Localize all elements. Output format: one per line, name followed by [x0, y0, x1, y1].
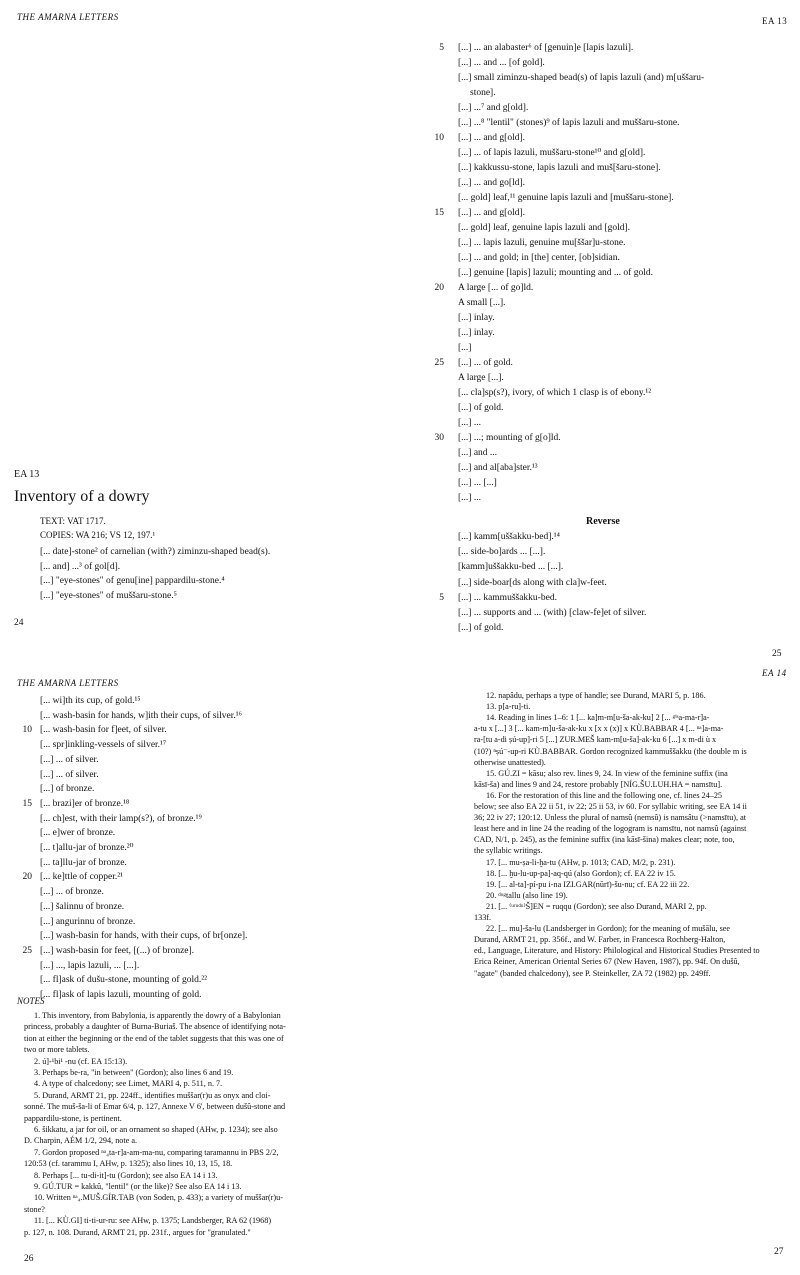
p25-line-text: [...] inlay.: [458, 313, 495, 323]
text-line: TEXT: VAT 1717.: [40, 516, 106, 526]
copies-line: COPIES: WA 216; VS 12, 197.¹: [40, 530, 156, 540]
note-line: 20. ᵈᵘᵍtallu (also line 19).: [486, 890, 568, 900]
note-line: 12. napâdu, perhaps a type of handle; see Durand, MARI 5, p. 186.: [486, 691, 706, 700]
p26-line-text: [... wash-basin for hands, w]ith their cups, of silver.¹⁶: [40, 710, 242, 721]
note-line: 6. šikkatu, a jar for oil, or an ornament so shaped (AHw, p. 1234); see also: [34, 1125, 278, 1134]
text-line: [...] "eye-stones" of genu[ine] pappardilu-stone.⁴: [40, 576, 225, 586]
note-line: 14. Reading in lines 1–6: 1 [... ka]m-m[u-ša-ak-ku] 2 [... ᵍⁱˢa-ma-r]a-: [486, 713, 710, 723]
note-line: tion at either the beginning or the end of the tablet suggests that this was one of: [24, 1033, 284, 1043]
p26-line-text: [...] wash-basin for feet, [(...) of bronze].: [40, 945, 195, 956]
p25-rev-line-text: [...] ... supports and ... (with) [claw-fe]et of silver.: [458, 608, 647, 618]
notes-heading: NOTES: [17, 996, 45, 1006]
p25-line-text: [...]: [458, 343, 472, 353]
p25-line-text: [...] ...; mounting of g[o]ld.: [458, 433, 561, 443]
p25-line-text: [... gold] leaf, genuine lapis lazuli and [gold].: [458, 223, 631, 233]
note-line: 5. Durand, ARMT 21, pp. 224ff., identifies muššar(r)u as onyx and cloi-: [34, 1090, 271, 1100]
p25-line-text: [...] ... of gold.: [458, 358, 513, 368]
note-line: 133f.: [474, 913, 492, 922]
running-head-p25: EA 13: [762, 16, 788, 26]
text-line: [...] "eye-stones" of muššaru-stone.⁵: [40, 590, 177, 601]
p25-line-text: [...] ... and g[old].: [458, 208, 526, 218]
p25-line-text: [...] of gold.: [458, 403, 504, 413]
note-line: 17. [... mu-ṣa-li-ḫa-tu (AHw, p. 1013; CAD, M/2, p. 231).: [486, 857, 676, 867]
note-line: otherwise unattested).: [474, 757, 546, 767]
p25-rev-line-text: [kamm]uššakku-bed ... [...].: [458, 562, 564, 573]
p25-line-text: [...] ...⁷ and g[old].: [458, 103, 529, 113]
p25-line-text: [...] ...: [458, 493, 481, 503]
note-line: 120:53 (cf. tarammu I, AHw, p. 1325); also lines 10, 13, 15, 18.: [24, 1159, 233, 1169]
p25-line-text: [...] and ...: [458, 448, 498, 458]
p26-line-text: [...] ..., lapis lazuli, ... [...].: [40, 960, 140, 971]
note-line: Durand, ARMT 21, pp. 356f., and W. Farber, in Francesca Rochberg-Halton,: [474, 935, 726, 945]
note-line: kāsī-ša) and lines 9 and 24, restore probably [NÍG.ŠU.LUH.HA = namsītu].: [474, 779, 723, 789]
doc-label: EA 13: [14, 469, 40, 480]
note-line: (10?) ⁿṣú⁻-up-ri KÙ.BABBAR. Gordon recognized kammuššakku (the double m is: [474, 746, 747, 756]
p26-line-text: [... wi]th its cup, of gold.¹⁵: [40, 696, 141, 706]
p25-rev-line-number: 5: [439, 592, 444, 603]
note-line: 19. [... al-ta]-pí-pu i-na IZI.GAR(nūrī)-šu-nu; cf. EA 22 iii 22.: [486, 879, 690, 889]
p25-line-text: [...] and al[aba]ster.¹³: [458, 463, 538, 473]
p25-line-text: [...] ...⁸ "lentil" (stones)⁹ of lapis lazuli and muššaru-stone.: [458, 118, 680, 128]
p26-line-number: 20: [22, 872, 32, 883]
p26-line-text: [... ta]llu-jar of bronze.: [40, 857, 127, 868]
p26-line-text: [...] of bronze.: [40, 784, 95, 795]
p25-line-text: A small [...].: [458, 298, 506, 308]
running-head-p26: THE AMARNA LETTERS: [17, 678, 119, 688]
page-number-25: 25: [772, 649, 782, 659]
note-line: two or more tablets.: [24, 1045, 90, 1055]
p26-line-text: [... t]allu-jar of bronze.²⁰: [40, 843, 134, 853]
p25-line-text: [...] small ziminzu-shaped bead(s) of lapis lazuli (and) m[uššaru-: [458, 73, 705, 83]
p25-line-text: [...] ... and go[ld].: [458, 178, 526, 188]
note-line: CAD, N/1, p. 245), as the feminine suffix (ina kāsī-šina) makes clear; note, too,: [474, 835, 735, 845]
note-line: Erica Reiner, American Oriental Series 67 (New Haven, 1987), pp. 94f. On dušû,: [474, 957, 740, 967]
text-line: [... and] ...³ of gol[d].: [40, 561, 121, 572]
note-line: the syllabic writings.: [474, 846, 543, 856]
note-line: 3. Perhaps be-ra, "in between" (Gordon); also lines 6 and 19.: [34, 1068, 234, 1077]
p26-line-text: [... fl]ask of lapis lazuli, mounting of gold.: [40, 990, 202, 1000]
note-line: p. 127, n. 108. Durand, ARMT 21, pp. 231f., argues for "granulated.": [24, 1227, 251, 1237]
note-line: 11. [... KÙ.GI] ti-ti-ur-ru: see AHw, p. 1375; Landsberger, RA 62 (1968): [34, 1216, 272, 1226]
p25-line-text: [... cla]sp(s?), ivory, of which 1 clasp is of ebony.¹²: [458, 388, 652, 398]
p25-line-text: [...] ... an alabaster⁶ of [genuin]e [lapis lazuli].: [458, 43, 634, 53]
p26-line-number: 10: [22, 725, 32, 736]
p25-line-text: A large [... of go]ld.: [458, 283, 534, 293]
note-line: 21. [... ⁽ᵘʳᵘᵈᵘ⁾Š]EN = ruqqu (Gordon); see also Durand, MARI 2, pp.: [486, 901, 707, 911]
p26-line-number: 15: [22, 798, 32, 809]
p25-rev-line-text: [...] ... kammuššakku-bed.: [458, 592, 557, 603]
running-head-p24: THE AMARNA LETTERS: [17, 12, 119, 22]
page-number-27: 27: [774, 1247, 784, 1257]
note-line: D. Charpin, AÉM 1/2, 294, note a.: [24, 1136, 138, 1146]
p25-line-text: A large [...].: [458, 373, 504, 383]
note-line: 9. GÚ.TUR = kakkû, "lentil" (or the like)? See also EA 14 i 13.: [34, 1182, 242, 1191]
p25-line-number: 10: [434, 133, 444, 143]
note-line: 18. [... ḫu-lu-up-pa]-aq-qú (also Gordon); cf. EA 22 iv 15.: [486, 868, 676, 878]
p26-line-text: [... e]wer of bronze.: [40, 828, 116, 839]
p25-line-text: [...] ... and g[old].: [458, 133, 526, 143]
note-line: 22. [... mu]-ša-lu (Landsberger in Gordon); for the meaning of mušālu, see: [486, 924, 731, 934]
note-line: a-tu x [...] 3 [... kam-m]u-ša-ak-ku x [x x (x)] x KÙ.BABBAR 4 [... ⁿᵃ]a-ma-: [474, 724, 724, 734]
note-line: 13. p[a-ru]-ti.: [486, 702, 531, 712]
note-line: below; see also EA 22 ii 51, iv 22; 25 ii 53, iv 60. For syllabic writing, see EA 14 ii: [474, 802, 747, 811]
p25-line-text: [...] ... [...]: [458, 478, 497, 488]
note-line: 8. Perhaps [... tu-di-it]-tu (Gordon); see also EA 14 i 13.: [34, 1170, 218, 1180]
note-line: sonné. The muš-ša-li of Emar 6/4, p. 127, Annexe V 6', between dušû-stone and: [24, 1102, 286, 1112]
p26-line-text: [...] ... of silver.: [40, 754, 99, 765]
p25-line-number: 5: [439, 43, 444, 53]
p26-line-text: [... spr]inkling-vessels of silver.¹⁷: [40, 740, 167, 751]
p25-rev-line-text: [...] kamm[uššakku-bed].¹⁴: [458, 532, 560, 542]
p25-rev-line-text: [... side-bo]ards ... [...].: [458, 547, 546, 558]
page-number-24: 24: [14, 618, 24, 628]
p25-line-text: stone].: [470, 88, 496, 98]
p25-line-number: 30: [434, 433, 444, 443]
p25-line-number: 20: [434, 283, 444, 293]
note-line: 36; 22 iv 27; 120:12. Unless the plural of namsû (nemsû) is namsâtu (>namsītu), at: [474, 813, 747, 823]
note-line: 7. Gordon proposed ⁿᵃ₄ta-r]a-am-ma-nu, comparing taramannu in PBS 2/2,: [34, 1147, 279, 1157]
p25-line-number: 15: [434, 208, 444, 218]
p25-line-text: [... gold] leaf,¹¹ genuine lapis lazuli and [muššaru-stone].: [458, 193, 674, 203]
p25-line-text: [...] ... and gold; in [the] center, [ob]sidian.: [458, 253, 620, 263]
p25-rev-line-text: [...] side-boar[ds along with cla]w-feet.: [458, 577, 607, 588]
p25-rev-line-text: [...] of gold.: [458, 623, 504, 634]
note-line: 10. Written ⁿᵃ₄.MUŠ.GÍR.TAB (von Soden, p. 433); a variety of muššar(r)u-: [34, 1193, 283, 1203]
note-line: stone?: [24, 1204, 45, 1214]
note-line: 15. GÚ.ZI = kāsu; also rev. lines 9, 24. In view of the feminine suffix (ina: [486, 768, 728, 778]
p26-line-number: 25: [22, 945, 32, 956]
note-line: "agate" (banded chalcedony), see P. Steinkeller, ZA 72 (1982) pp. 249ff.: [474, 968, 711, 978]
p25-line-text: [...] ... of lapis lazuli, muššaru-stone¹⁰ and g[old].: [458, 148, 646, 158]
p26-line-text: [...] ... of silver.: [40, 769, 99, 780]
p26-line-text: [... ke]ttle of copper.²¹: [40, 872, 123, 883]
p26-line-text: [... fl]ask of dušu-stone, mounting of gold.²²: [40, 975, 207, 986]
note-line: ra-[tu a-di ṣú-up]-ri 5 [...] ZUR.MEŠ kam-m[u-ša]-ak-ku 6 [...] x m-di ù x: [474, 735, 717, 745]
p25-line-text: [...] genuine [lapis] lazuli; mounting and ... of gold.: [458, 268, 653, 278]
p26-line-text: [...] angurinnu of bronze.: [40, 916, 136, 927]
p26-line-text: [...] šalinnu of bronze.: [40, 901, 125, 912]
p25-line-text: [...] inlay.: [458, 328, 495, 338]
p26-line-text: [...] ... of bronze.: [40, 887, 104, 898]
p26-line-text: [... wash-basin for f]eet, of silver.: [40, 725, 167, 736]
reverse-label: Reverse: [586, 516, 620, 527]
p26-line-text: [... brazi]er of bronze.¹⁸: [40, 798, 130, 809]
note-line: princess, probably a daughter of Burna-Buriaš. The absence of identifying nota-: [24, 1022, 286, 1032]
note-line: least here and in line 24 the reading of the logogram is namsītu, not namsû (against: [474, 824, 747, 834]
note-line: pappardilu-stone, is pertinent.: [24, 1113, 122, 1123]
note-line: 16. For the restoration of this line and the following one, cf. lines 24–25: [486, 790, 723, 800]
p25-line-text: [...] ...: [458, 418, 481, 428]
p25-line-text: [...] ... lapis lazuli, genuine mu[ššar]u-stone.: [458, 238, 626, 248]
note-line: 4. A type of chalcedony; see Limet, MARI 4, p. 511, n. 7.: [34, 1079, 223, 1089]
p26-line-text: [...] wash-basin for hands, with their cups, of br[onze].: [40, 931, 248, 942]
note-line: 2. ú]-¹bi¹ -nu (cf. EA 15:13).: [34, 1056, 128, 1066]
p25-line-number: 25: [434, 358, 444, 368]
p26-line-text: [... ch]est, with their lamp(s?), of bronze.¹⁹: [40, 813, 202, 824]
note-line: 1. This inventory, from Babylonia, is apparently the dowry of a Babylonian: [34, 1011, 281, 1020]
text-line: [... date]-stone² of carnelian (with?) ziminzu-shaped bead(s).: [40, 547, 271, 557]
note-line: ed., Language, Literature, and History: Philological and Historical Studies Presented to: [474, 946, 760, 956]
p25-line-text: [...] ... and ... [of gold].: [458, 58, 545, 68]
page-number-26: 26: [24, 1254, 34, 1264]
p25-line-text: [...] kakkussu-stone, lapis lazuli and muš[šaru-stone].: [458, 163, 661, 173]
page-title: Inventory of a dowry: [14, 488, 150, 505]
running-head-p27: EA 14: [762, 668, 787, 678]
